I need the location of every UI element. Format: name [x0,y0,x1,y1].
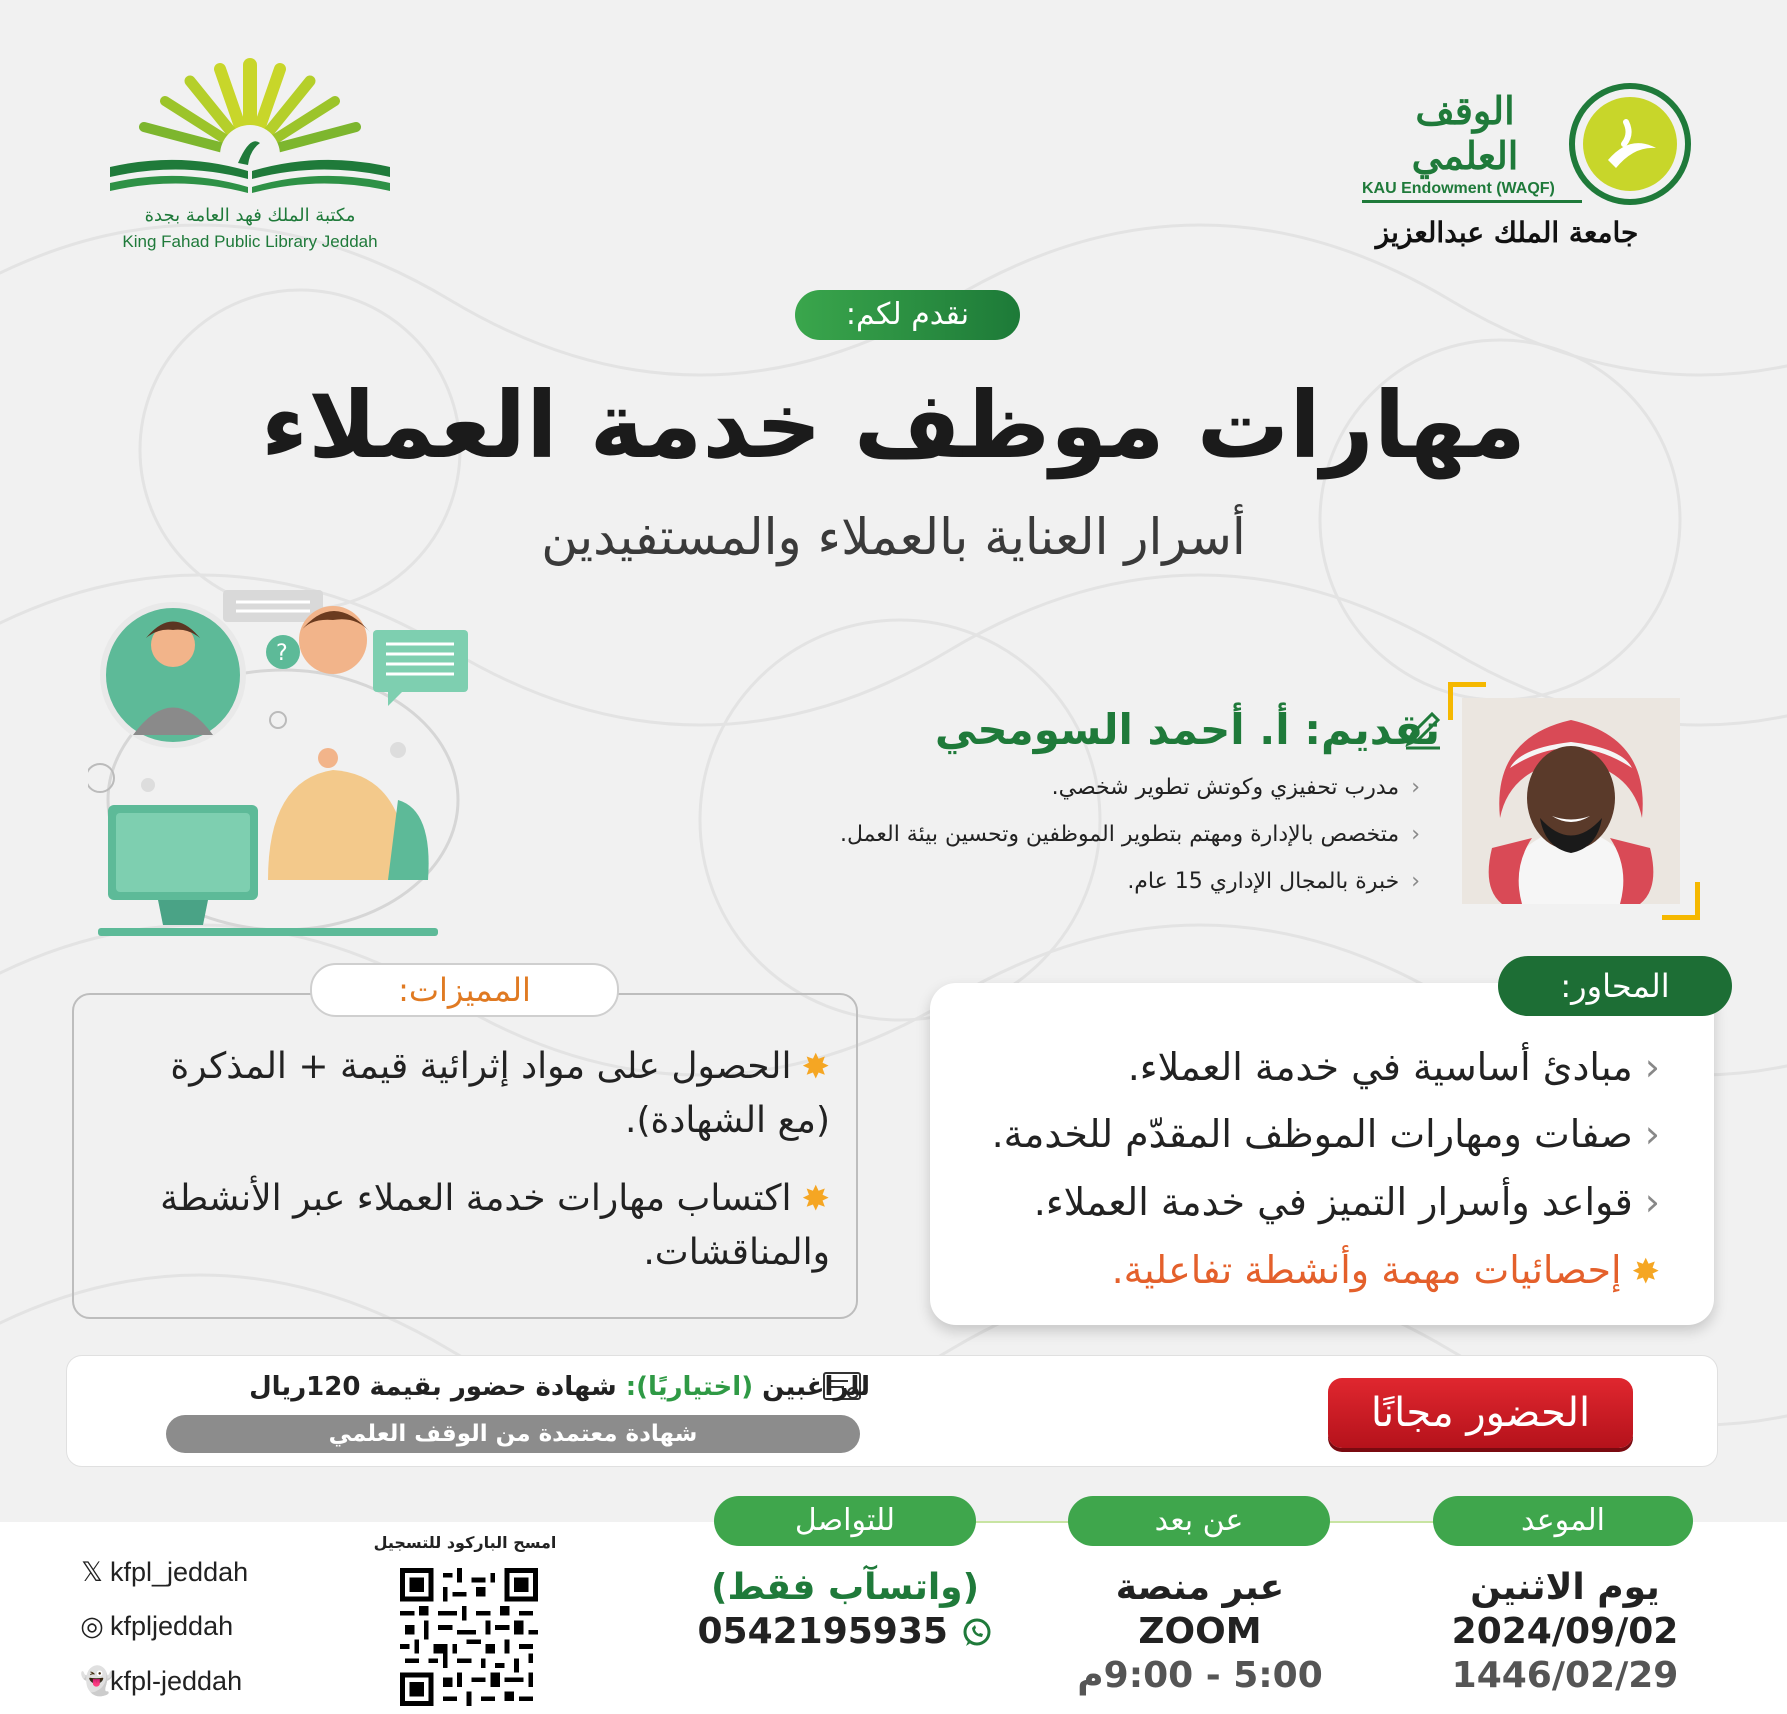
kfpl-english-name: King Fahad Public Library Jeddah [122,232,378,251]
bio-text: مدرب تحفيزي وكوتش تطوير شخصي. [1051,775,1400,800]
presenter-heading [830,705,1440,765]
chevron-left-icon: ‹ [1411,775,1420,800]
feature-item-1 [110,1040,830,1148]
bio-text: خبرة بالمجال الإداري 15 عام. [1127,869,1400,894]
certificate-info [170,1372,870,1402]
waqf-emblem [1568,82,1692,206]
remote-label: عن بعد [1068,1496,1330,1546]
svg-text:?: ? [276,641,288,666]
certificate-prefix: للراغبين [762,1372,870,1402]
instagram-icon: ◎ [80,1611,104,1641]
remote-platform-name: ZOOM [1138,1611,1262,1652]
schedule-label: الموعد [1433,1496,1693,1546]
accredited-bar: شهادة معتمدة من الوقف العلمي [166,1415,860,1453]
free-attendance-badge: الحضور مجانًا [1328,1378,1633,1448]
contact-label: للتواصل [714,1496,976,1546]
contact-phone[interactable]: 0542195935 [697,1611,948,1652]
presenter-name: تقديم: أ. أحمد السومحي [934,705,1440,754]
feature-text: اكتساب مهارات خدمة العملاء عبر الأنشطة والمناقشات. [160,1178,830,1273]
feature-text: الحصول على مواد إثرائية قيمة + المذكرة (مع الشهادة). [170,1046,830,1141]
whatsapp-icon [961,1617,993,1649]
certificate-text: شهادة حضور بقيمة 120ريال [249,1372,617,1402]
bio-item-3 [640,869,1420,894]
social-snapchat-handle[interactable]: kfpl-jeddah [110,1666,243,1696]
social-snapchat[interactable] [80,1665,242,1697]
topic-highlight-text: إحصائيات مهمة وأنشطة تفاعلية. [1111,1248,1622,1292]
kfpl-arabic-name: مكتبة الملك فهد العامة بجدة [144,205,356,226]
page-subtitle: أسرار العناية بالعملاء والمستفيدين [541,508,1246,566]
contact-note: (واتسآب فقط) [710,1567,980,1608]
star-icon: ✸ [801,1047,830,1087]
schedule-hijri: 1446/02/29 [1451,1655,1679,1696]
certificate-optional: (اختياريًا): [625,1372,754,1402]
topic-item-2 [950,1112,1660,1156]
qr-label: امسح الباركود للتسجيل [373,1533,557,1552]
chevron-left-icon: ‹ [1411,869,1420,894]
topic-item-3 [950,1180,1660,1224]
schedule-day: يوم الاثنين [1470,1567,1660,1608]
schedule-details [1420,1566,1710,1698]
kau-arabic-name: جامعة الملك عبدالعزيز [1375,216,1639,249]
bio-item-1 [640,775,1420,800]
bio-item-2 [640,822,1420,847]
schedule-date: 2024/09/02 [1451,1611,1679,1652]
presenter-photo [1462,698,1680,904]
contact-phone-row[interactable] [690,1610,1000,1654]
qr-code[interactable] [400,1568,538,1706]
chevron-left-icon: ‹ [1411,822,1420,847]
page-title: مهارات موظف خدمة العملاء [261,372,1526,479]
snapchat-icon: 👻 [80,1666,114,1696]
social-x[interactable] [80,1557,248,1588]
chevron-left-icon: ‹ [1644,1180,1660,1224]
intro-badge: نقدم لكم: [795,290,1020,340]
topic-text: قواعد وأسرار التميز في خدمة العملاء. [1033,1180,1633,1224]
topic-highlight [950,1248,1660,1292]
social-x-handle[interactable]: kfpl_jeddah [110,1557,249,1587]
topic-item-1 [950,1045,1660,1089]
remote-details [1050,1566,1350,1698]
feature-item-2 [110,1172,830,1280]
customer-service-illustration [88,580,478,950]
social-instagram-handle[interactable]: kfpljeddah [110,1611,234,1641]
contact-details [690,1566,1000,1654]
topics-title: المحاور: [1498,956,1732,1016]
pen-icon [1402,708,1444,750]
remote-platform: عبر منصة [1115,1567,1285,1608]
remote-time: 5:00 - 9:00م [1077,1655,1323,1696]
topic-text: مبادئ أساسية في خدمة العملاء. [1127,1045,1633,1089]
topic-text: صفات ومهارات الموظف المقدّم للخدمة. [991,1112,1633,1156]
star-icon: ✸ [801,1179,830,1219]
chevron-left-icon: ‹ [1644,1045,1660,1089]
x-icon: 𝕏 [81,1557,103,1587]
social-instagram[interactable] [80,1611,233,1642]
waqf-arabic-name: الوقف العلمي [1411,88,1519,178]
star-icon: ✸ [1631,1252,1660,1292]
bio-text: متخصص بالإدارة ومهتم بتطوير الموظفين وتحسين بيئة العمل. [840,822,1400,847]
features-title: المميزات: [310,963,619,1017]
waqf-english-name: KAU Endowment (WAQF) [1362,180,1582,203]
chevron-left-icon: ‹ [1644,1112,1660,1156]
